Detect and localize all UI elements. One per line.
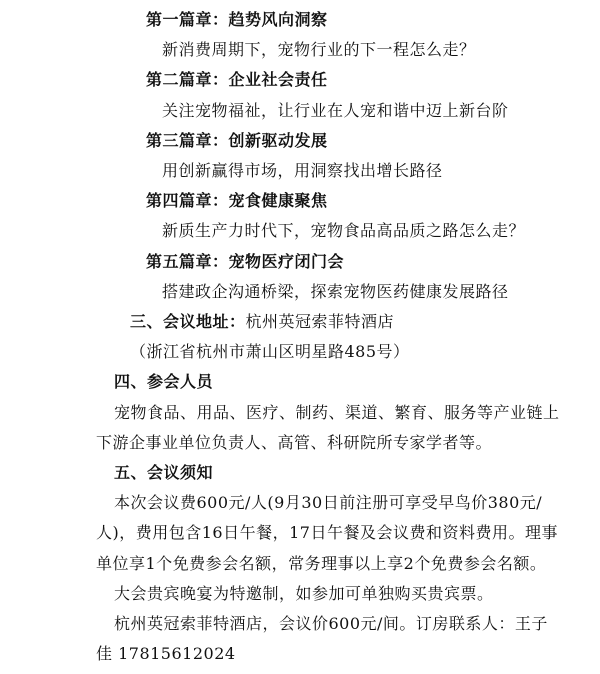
chapter-5-number: 第五篇章： [146,251,229,271]
chapter-2-number: 第二篇章： [146,70,229,90]
section-5-line-2: 人)，费用包含16日午餐，17日午餐及会议费和资料费用。理事 [96,523,558,543]
section-4-line-1: 宠物食品、用品、医疗、制药、渠道、繁育、服务等产业链上 [114,402,560,422]
chapter-5-desc: 搭建政企沟通桥梁，探索宠物医药健康发展路径 [162,281,509,301]
section-5-line-3: 单位享1个免费参会名额，常务理事以上享2个免费参会名额。 [96,553,547,573]
chapter-3-heading [146,131,328,151]
chapter-5-heading [146,252,344,272]
section-3-heading [130,312,394,332]
chapter-3-title: 创新驱动发展 [228,130,328,150]
chapter-2-desc: 关注宠物福祉，让行业在人宠和谐中迈上新台阶 [162,100,509,120]
chapter-4-number: 第四篇章： [146,191,229,211]
section-5-line-4: 大会贵宾晚宴为特邀制，如参加可单独购买贵宾票。 [114,583,494,603]
chapter-1-number: 第一篇章： [146,10,229,29]
section-3-number: 三、 [130,312,164,331]
section-5-line-6: 佳 17815612024 [96,644,236,664]
chapter-2-title: 企业社会责任 [228,70,328,90]
chapter-3-number: 第三篇章： [146,130,229,150]
chapter-4-heading [146,191,328,211]
section-3-address: （浙江省杭州市萧山区明星路485号） [130,342,410,362]
chapter-3-desc: 用创新赢得市场，用洞察找出增长路径 [162,161,443,180]
chapter-4-desc: 新质生产力时代下，宠物食品高品质之路怎么走？ [162,221,526,241]
section-4-line-2: 下游企事业单位负责人、高管、科研院所专家学者等。 [96,432,493,452]
section-4-heading: 四、参会人员 [114,372,214,392]
section-5-line-5: 杭州英冠索菲特酒店，会议价600元/间。订房联系人：王子 [114,614,548,633]
chapter-2-heading [146,70,328,90]
section-3-label: 会议地址： [163,312,246,331]
section-3-venue: 杭州英冠索菲特酒店 [245,312,395,331]
chapter-1-desc: 新消费周期下，宠物行业的下一程怎么走？ [162,40,476,60]
chapter-1-title: 趋势风向洞察 [228,10,328,29]
chapter-1-heading [146,10,328,30]
chapter-5-title: 宠物医疗闭门会 [228,251,345,271]
section-5-line-1: 本次会议费600元/人(9月30日前注册可享受早鸟价380元/ [114,493,543,513]
chapter-4-title: 宠食健康聚焦 [228,191,328,211]
section-5-heading: 五、会议须知 [114,463,214,482]
